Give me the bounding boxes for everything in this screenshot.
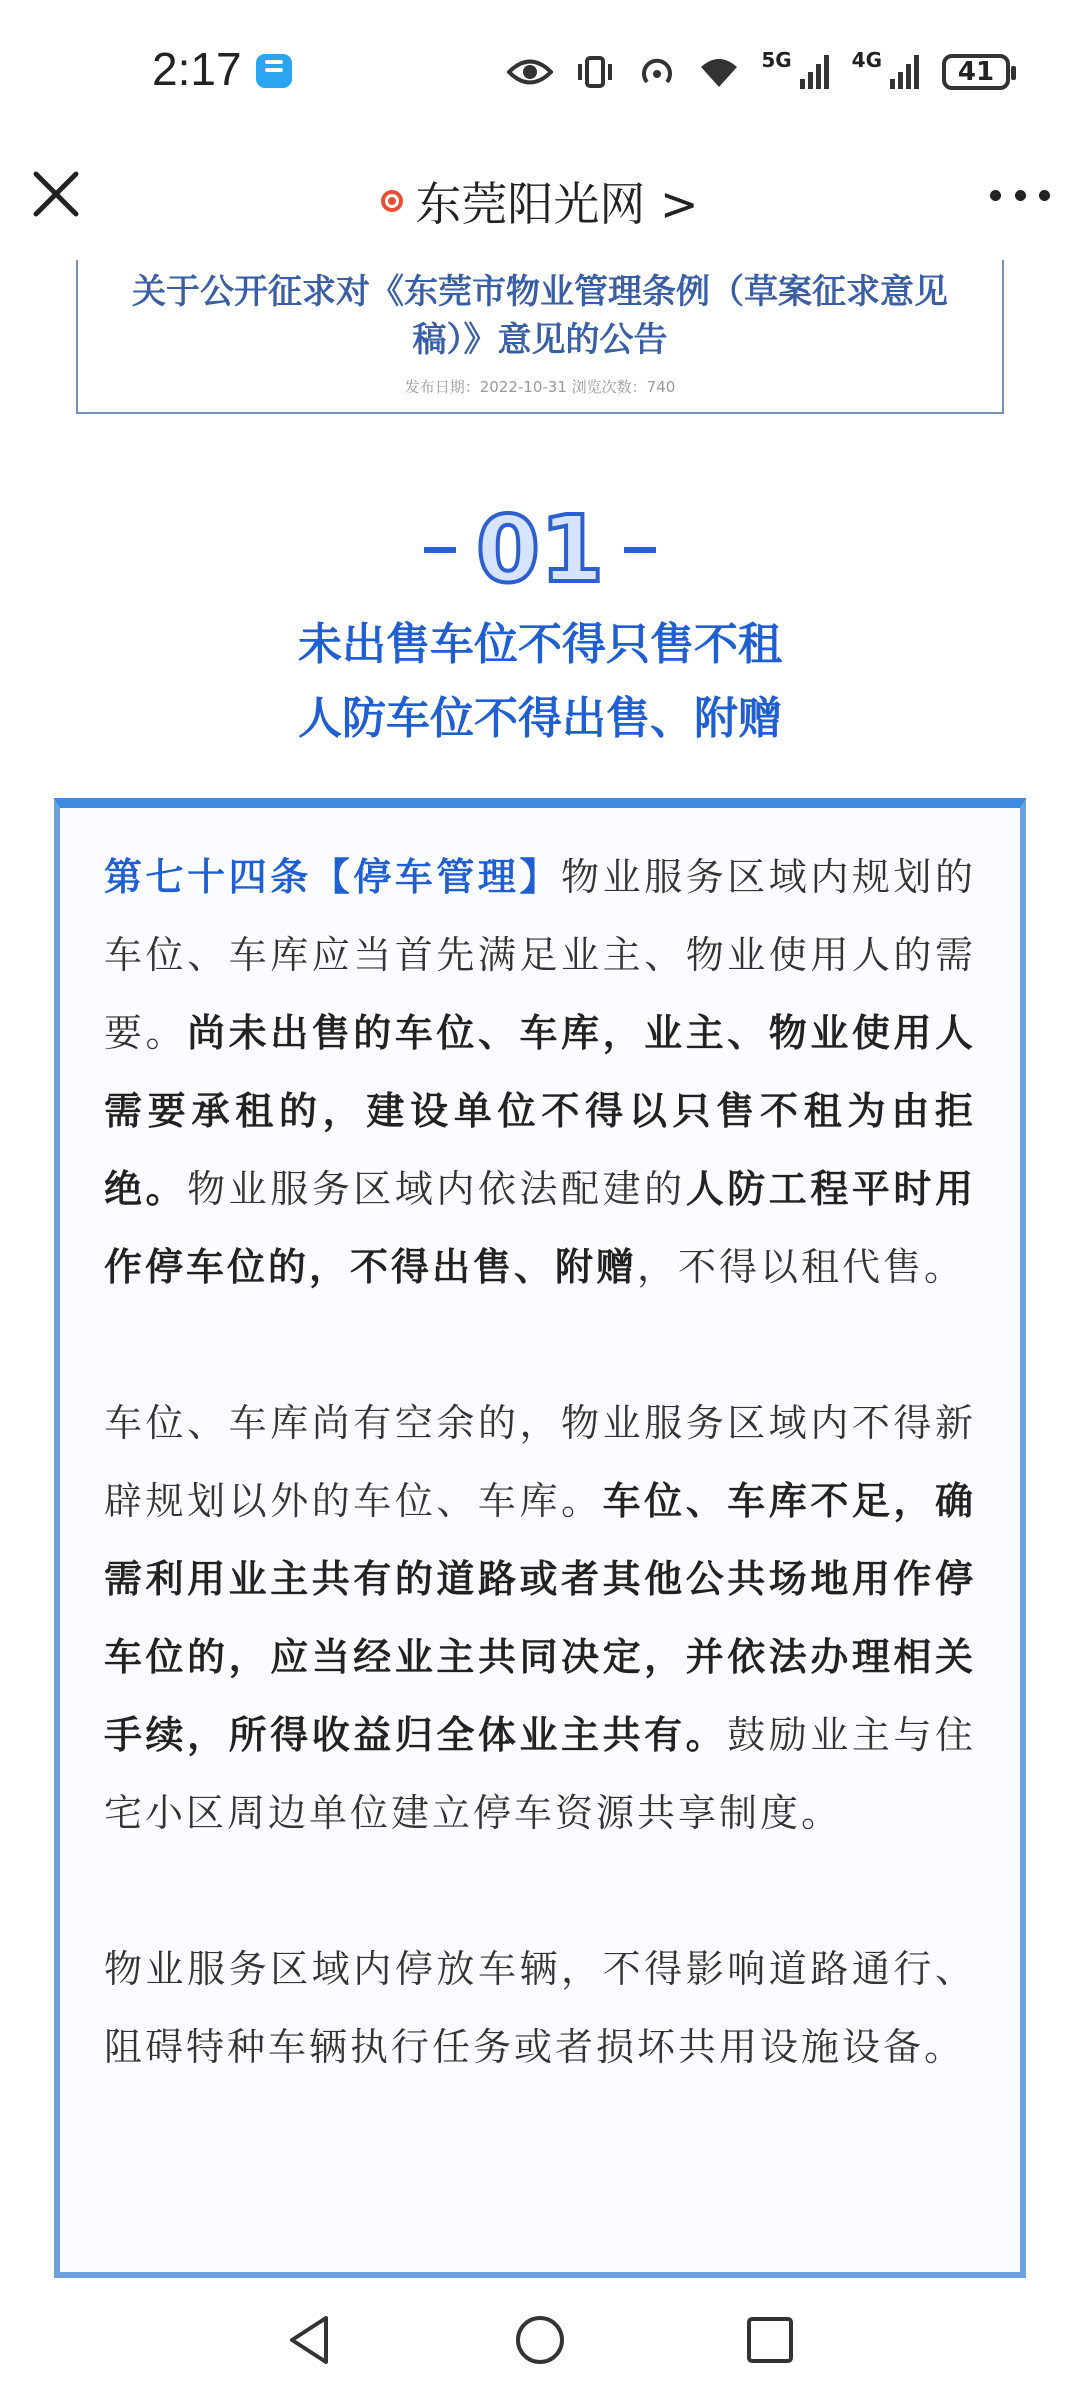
- eye-icon: [507, 57, 553, 87]
- notice-header-image: [76, 260, 1004, 414]
- article-body: [60, 808, 1020, 2086]
- system-nav-bar: [0, 2280, 1080, 2400]
- p1-text-a: 物业服务区域内规划的车位、车库应当首先满足业主、物业使用人的需要。: [104, 855, 976, 1055]
- article-heading: 第七十四条【停车管理】: [104, 855, 562, 899]
- paragraph-1: [104, 838, 976, 1306]
- back-icon[interactable]: [280, 2310, 340, 2370]
- section-title-line2: 人防车位不得出售、附赠: [298, 693, 782, 744]
- p2-text-c: 鼓励业主与住宅小区周边单位建立停车资源共享制度。: [104, 1713, 976, 1835]
- section-heading: [0, 496, 1080, 756]
- nav-title-wrap: [0, 168, 1080, 234]
- wifi-icon: [699, 55, 739, 89]
- p1-text-c: 物业服务区域内依法配建的: [187, 1167, 686, 1211]
- notice-title: 关于公开征求对《东莞市物业管理条例（草案征求意见稿）》意见的公告: [132, 272, 948, 360]
- status-time: 2:17: [152, 43, 242, 95]
- p1-bold-b: 尚未出售的车位、车库，业主、物业使用人需要承租的，建设单位不得以只售不租为由拒绝。: [104, 1011, 976, 1211]
- p1-bold-d: 人防工程平时用作停车位的，不得出售、附赠: [104, 1167, 976, 1289]
- account-name: 东莞阳光网 >: [415, 177, 699, 231]
- message-notification-icon: [256, 54, 292, 88]
- signal-4g-icon: [890, 55, 920, 89]
- battery-indicator: [942, 54, 1010, 90]
- p2-bold-b: 车位、车库不足，确需利用业主共有的道路或者其他公共场地用作停车位的，应当经业主共同决定，并依法办理相关手续，所得收益归全体业主共有。: [104, 1479, 976, 1757]
- more-options-icon[interactable]: [990, 180, 1050, 210]
- signal-5g-icon: [800, 55, 830, 89]
- section-number-row: [0, 496, 1080, 603]
- recent-apps-icon[interactable]: [740, 2310, 800, 2370]
- section-title-line1: 未出售车位不得只售不租: [298, 619, 782, 670]
- p2-text-a: 车位、车库尚有空余的，物业服务区域内不得新辟规划以外的车位、车库。: [104, 1401, 976, 1523]
- vibrate-icon: [575, 54, 615, 90]
- network-5g-label: 5G: [761, 48, 792, 72]
- network-4g-label: 4G: [851, 48, 882, 72]
- section-number: 01: [475, 496, 605, 603]
- battery-level: 41: [957, 57, 995, 87]
- status-bar: [0, 0, 1080, 140]
- home-icon[interactable]: [510, 2310, 570, 2370]
- hotspot-icon: [637, 54, 677, 90]
- dash-left: [424, 547, 456, 553]
- paragraph-2: [104, 1384, 976, 1852]
- status-icons: [507, 48, 1010, 96]
- account-link[interactable]: [381, 168, 698, 234]
- site-logo-icon: [381, 190, 403, 212]
- notice-meta: 发布日期：2022-10-31 浏览次数：740: [404, 378, 676, 396]
- dash-right: [624, 547, 656, 553]
- p1-text-e: ，不得以租代售。: [637, 1245, 966, 1289]
- paragraph-3: [104, 1930, 976, 2086]
- p3-text-a: 物业服务区域内停放车辆，不得影响道路通行、阻碍特种车辆执行任务或者损坏共用设施设备。: [104, 1947, 976, 2069]
- article-content-box: [54, 798, 1026, 2278]
- top-nav-bar: [0, 140, 1080, 260]
